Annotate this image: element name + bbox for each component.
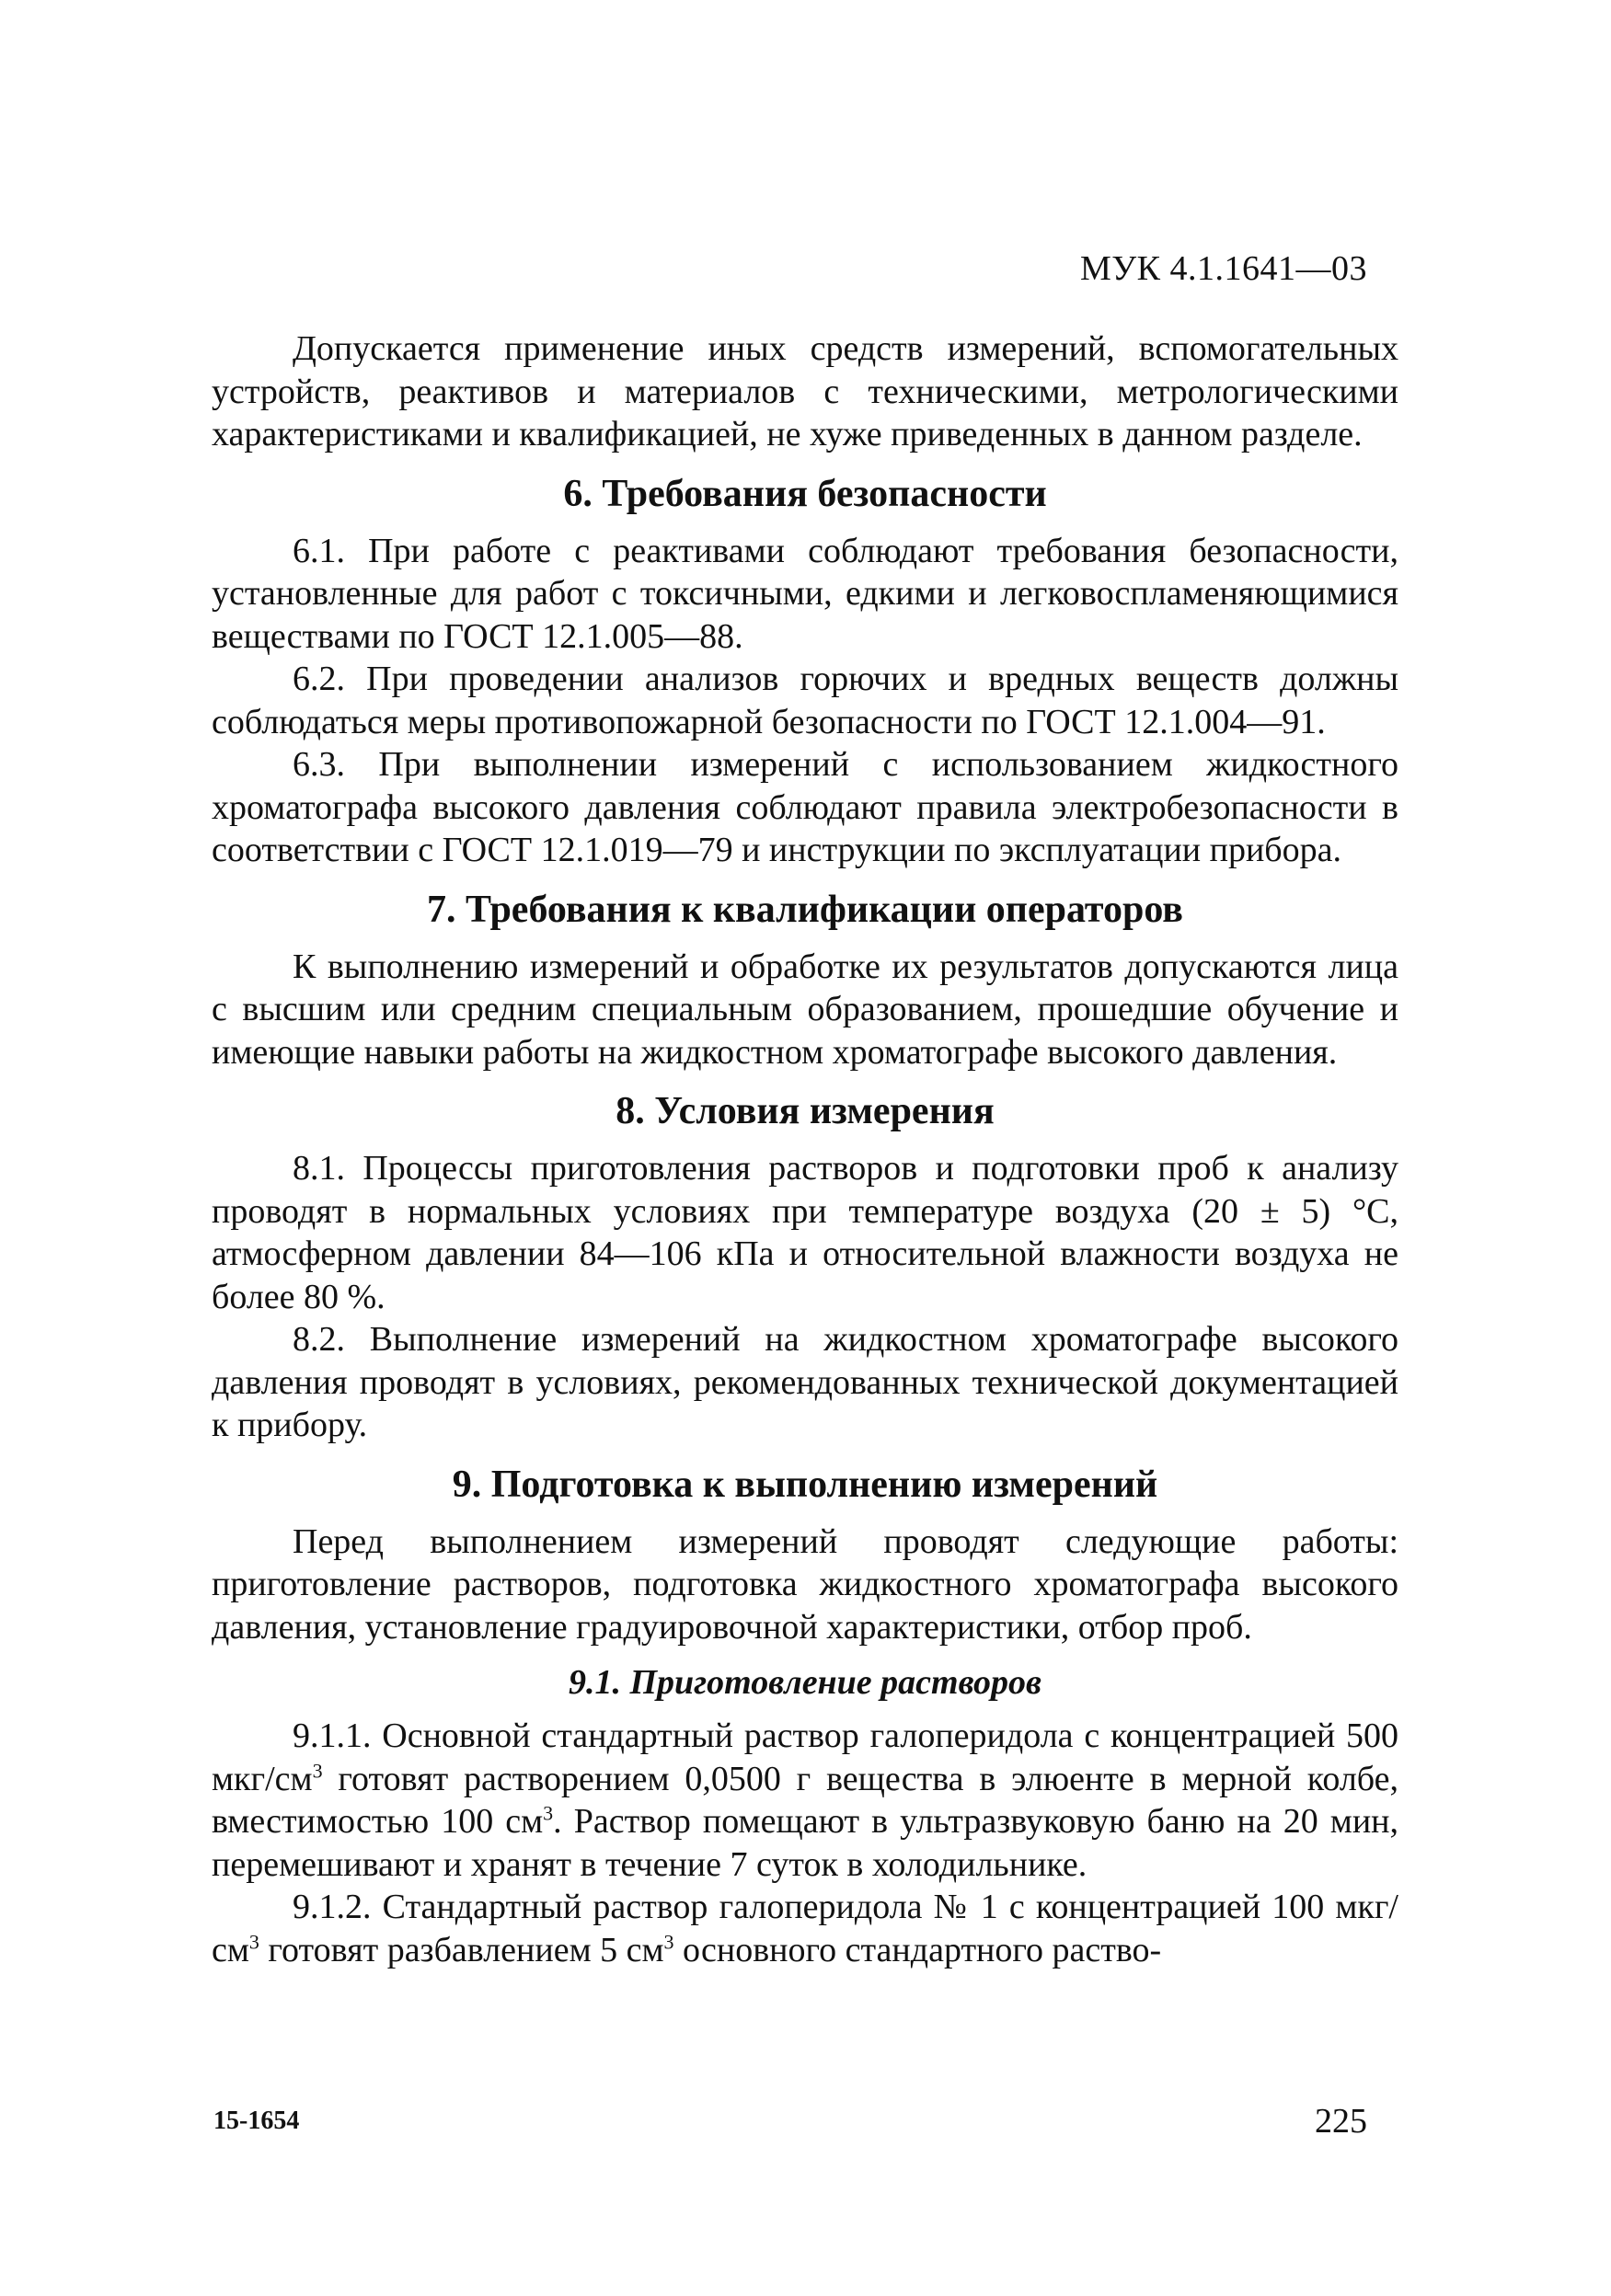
paragraph-8-2: 8.2. Выполнение измерений на жидкостном хроматографе высокого давления проводят в условиях, рекомендованных технической документацией к прибору. [212, 1320, 1398, 1444]
page-number: 225 [1315, 2102, 1367, 2141]
section-8-heading: 8. Условия измерения [616, 1090, 995, 1132]
text-fragment: . Раствор помещают в ультразвуковую баню на 20 мин, перемешивают и хранят в течение 7 суток в холодильнике. [212, 1802, 1399, 1884]
superscript: 3 [312, 1758, 323, 1782]
paragraph-9: Перед выполнением измерений проводят следующие работы: приготовление растворов, подготовка жидкостного хроматографа высокого давления, установление градуировочной характеристики, отбор проб. [212, 1521, 1398, 1647]
superscript: 3 [663, 1929, 674, 1953]
superscript: 3 [543, 1801, 554, 1825]
page-content [212, 327, 1398, 1971]
paragraph-9-1-1 [212, 1715, 1398, 1886]
paragraph-9-1-2 [212, 1886, 1398, 1971]
print-order-code: 15-1654 [213, 2107, 300, 2135]
paragraph-6-2: 6.2. При проведении анализов горючих и вредных веществ должны соблюдаться меры противопожарной безопасности по ГОСТ 12.1.004—91. [212, 660, 1398, 741]
subsection-9-1-heading: 9.1. Приготовление растворов [568, 1663, 1042, 1702]
text-fragment: готовят разбавлением 5 см [259, 1930, 664, 1969]
paragraph-8-1: 8.1. Процессы приготовления растворов и подготовки проб к анализу проводят в нормальных условиях при температуре воздуха (20 ± 5) °С, атмосферном давлении 84—106 кПа и относительной влажности воздуха не более 80 %. [212, 1149, 1398, 1316]
paragraph-7: К выполнению измерений и обработке их результатов допускаются лица с высшим или средним специальным образованием, прошедшие обучение и имеющие навыки работы на жидкостном хроматографе высокого давления. [212, 947, 1398, 1072]
paragraph-6-3: 6.3. При выполнении измерений с использованием жидкостного хроматографа высокого давления соблюдают правила электробезопасности в соответствии с ГОСТ 12.1.019—79 и инструкции по эксплуатации прибора. [212, 745, 1398, 869]
text-fragment: 9.1.2. Стандартный раствор галоперидола № 1 с концентрацией 100 мкг/см [212, 1888, 1398, 1969]
paragraph-6-1: 6.1. При работе с реактивами соблюдают требования безопасности, установленные для работ с токсичными, едкими и легковоспламеняющимися веществами по ГОСТ 12.1.005—88. [212, 531, 1398, 656]
intro-paragraph: Допускается применение иных средств измерений, вспомогательных устройств, реактивов и материалов с техническими, метрологическими характеристиками и квалификацией, не хуже приведенных в данном разделе. [212, 329, 1398, 453]
section-7-heading: 7. Требования к квалификации операторов [427, 888, 1183, 931]
text-fragment: готовят растворением 0,0500 г вещества в элюенте в мерной колбе, вместимостью 100 см [212, 1759, 1398, 1841]
superscript: 3 [248, 1929, 259, 1953]
section-6-heading: 6. Требования безопасности [563, 472, 1047, 515]
document-code-header: МУК 4.1.1641—03 [1079, 249, 1367, 288]
section-9-heading: 9. Подготовка к выполнению измерений [452, 1463, 1158, 1506]
text-fragment: 9.1.1. Основной стандартный раствор галоперидола с концентрацией 500 мкг/см [212, 1716, 1398, 1798]
text-fragment: основного стандартного раство- [673, 1930, 1162, 1969]
